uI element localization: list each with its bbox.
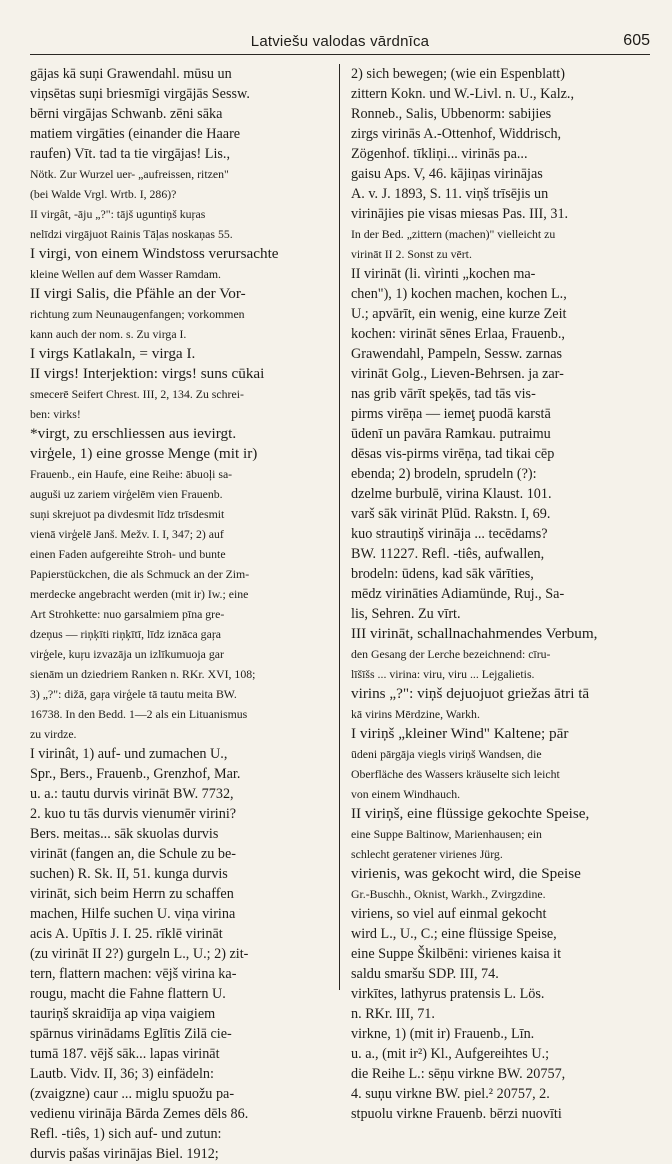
text-line: virinājies pie visas miesas Pas. III, 31. [351,206,569,222]
text-line: 16738. In den Bedd. 1—2 als ein Lituanismus [30,707,248,721]
text-line: Papierstückchen, die als Schmuck an der Zim- [30,567,250,581]
text-line: I virgi, von einem Windstoss verursachte [30,245,279,262]
text-line: (zu virināt II 2?) gurgeln L., U.; 2) zit- [30,946,249,962]
text-line: (zvaigzne) caur ... miglu spuožu pa- [30,1086,235,1102]
text-line: dzeņus — riņķīti riņķītī, līdz iznāca gaŗa [30,627,221,641]
text-line: bērni virgājas Schwanb. zēni sāka [30,106,223,122]
running-title: Latviešu valodas vārdnīca [250,33,430,50]
text-line: Refl. -tiês, 1) sich auf- und zutun: [30,1126,222,1142]
text-line: Art Strohkette: nuo garsalmiem pīna gre- [30,607,225,621]
text-line: Frauenb., ein Haufe, eine Reihe: ābuoļi sa- [30,467,233,481]
text-line: varš sāk virināt Plūd. Rakstn. I, 69. [351,506,551,522]
text-line: dēsas vis-pirms virēņa, tad tikai cēp [351,446,555,462]
text-line: Grawendahl, Pampeln, Sessw. zarnas [351,346,563,362]
text-line: I viriņš „kleiner Wind" Kaltene; pār [351,725,569,742]
text-line: virienis, was gekocht wird, die Speise [351,865,581,882]
text-line: līšīšs ... virina: viru, viru ... Lejgalietis. [351,667,535,681]
page-number: 605 [623,32,650,49]
text-line: viriens, so viel auf einmal gekocht [351,906,547,922]
text-line: von einem Windhauch. [351,787,461,801]
text-line: suņi skrejuot pa divdesmit līdz trīsdesmit [30,507,225,521]
text-line: einen Faden aufgereihte Stroh- und bunte [30,547,226,561]
text-line: auguši uz zariem virģelēm vien Frauenb. [30,487,223,501]
text-line: pirms virēņa — iemeţ puodā karstā [351,406,551,422]
text-line: tern, flattern machen: vējš virina ka- [30,966,237,982]
text-line: II virināt (li. vìrinti „kochen ma- [351,266,536,282]
text-line: eine Suppe Škilbēni: virienes kaisa it [351,946,562,962]
text-line: kuo strautiņš virināja ... tecēdams? [351,526,548,542]
text-line: den Gesang der Lerche bezeichnend: cīru- [351,647,551,661]
text-line: acis A. Upītis J. I. 25. rīklē virināt [30,926,223,942]
text-line: durvis pašas virinājas Biel. 1912; [30,1146,219,1162]
text-line: Lautb. Vidv. II, 36; 3) einfädeln: [30,1066,214,1082]
right-column [340,64,650,1122]
text-line: mēdz virināties Adiamünde, Ruj., Sa- [351,586,565,602]
text-line: nas grib vārīt speķēs, tad tās vis- [351,386,536,402]
text-line: virināt (fangen an, die Schule zu be- [30,846,237,862]
text-line: In der Bed. „zittern (machen)" vielleicht zu [351,227,556,241]
text-line: smecerē Seifert Chrest. III, 2, 134. Zu schrei- [30,387,244,401]
text-line: *virgt, zu erschliessen aus ievirgt. [30,425,237,442]
text-line: sienām un dziedriem Ranken n. RKr. XVI, 108; [30,667,256,681]
text-line: 3) „?": dižā, gaŗa virģele tā tautu meita BW. [30,687,237,701]
text-line: ben: virks! [30,407,81,421]
text-line: Oberfläche des Wassers kräuselte sich leicht [351,767,560,781]
text-line: virins „?": viņš dejuojuot griežas ātri tā [351,685,590,702]
text-line: merdecke angebracht werden (mit ir) Iw.; eine [30,587,249,601]
text-line: u. a.: tautu durvis virināt BW. 7732, [30,786,234,802]
text-columns [30,64,650,1162]
text-line: zirgs virinās A.-Ottenhof, Widdrisch, [351,126,562,142]
text-line: u. a., (mit ir²) Kl., Aufgereihtes U.; [351,1046,550,1062]
left-column [30,64,340,1162]
text-line: vedienu virināja Bārda Zemes dēls 86. [30,1106,249,1122]
text-line: Gr.-Buschh., Oknist, Warkh., Zvirgzdine. [351,887,546,901]
text-line: I virgs Katlakaln, = virga I. [30,345,196,362]
text-line: Spr., Bers., Frauenb., Grenzhof, Mar. [30,766,241,782]
text-line: ebenda; 2) brodeln, sprudeln (?): [351,466,537,482]
text-line: zu virdze. [30,727,77,741]
text-line: eine Suppe Baltinow, Marienhausen; ein [351,827,542,841]
text-line: saldu smaršu SDP. III, 74. [351,966,499,982]
text-line: kochen: virināt sēnes Erlaa, Frauenb., [351,326,565,342]
text-line: (bei Walde Vrgl. Wrtb. I, 286)? [30,187,177,201]
text-line: Nötk. Zur Wurzel uer- „aufreissen, ritzen" [30,167,229,181]
text-line: lis, Sehren. Zu vīrt. [351,606,461,622]
text-line: virģele, 1) eine grosse Menge (mit ir) [30,445,258,462]
text-line: kleine Wellen auf dem Wasser Ramdam. [30,267,221,281]
page-header [30,30,650,55]
text-line: 2) sich bewegen; (wie ein Espenblatt) [351,66,565,82]
text-line: richtung zum Neunaugenfangen; vorkommen [30,307,245,321]
text-line: II virgs! Interjektion: virgs! suns cūkai [30,365,265,382]
text-line: II virgi Salis, die Pfähle an der Vor- [30,285,246,302]
text-line: schlecht geratener virienes Jürg. [351,847,503,861]
text-line: virināt Golg., Lieven-Behrsen. ja zar- [351,366,564,382]
text-line: stpuolu virkne Frauenb. bērzi nuovīti [351,1106,562,1122]
text-line: suchen) R. Sk. II, 51. kunga durvis [30,866,228,882]
text-line: kann auch der nom. s. Zu virga I. [30,327,187,341]
text-line: II virgât, -āju „?": tājš uguntiņš kuŗas [30,207,206,221]
text-line: III virināt, schallnachahmendes Verbum, [351,625,598,642]
text-line: tumā 187. vējš sāk... lapas virināt [30,1046,220,1062]
text-line: virkītes, lathyrus pratensis L. Lös. [351,986,545,1002]
text-line: ūdenī un pavāra Ramkau. putraimu [351,426,551,442]
text-line: viņsētas suņi briesmīgi virgājās Sessw. [30,86,250,102]
text-line: rougu, macht die Fahne flattern U. [30,986,226,1002]
text-line: 4. suņu virkne BW. piel.² 20757, 2. [351,1086,550,1102]
text-line: die Reihe L.: sēņu virkne BW. 20757, [351,1066,566,1082]
text-line: wird L., U., C.; eine flüssige Speise, [351,926,557,942]
text-line: raufen) Vīt. tad ta tie virgājas! Lis., [30,146,231,162]
text-line: dzelme burbulē, virina Klaust. 101. [351,486,552,502]
text-line: vienā virģelē Janš. Mežv. I. I, 347; 2) auf [30,527,224,541]
text-line: spārnus virinādams Eglītis Zilā cie- [30,1026,232,1042]
text-line: U.; apvārīt, ein wenig, eine kurze Zeit [351,306,567,322]
text-line: zittern Kokn. und W.-Livl. n. U., Kalz., [351,86,575,102]
text-line: ūdeni pārgāja viegls viriņš Wandsen, die [351,747,542,761]
text-line: virģele, kuŗu izvazāja un izlīkumuoja gar [30,647,224,661]
text-line: chen"), 1) kochen machen, kochen L., [351,286,567,302]
text-line: II viriņš, eine flüssige gekochte Speise, [351,805,590,822]
text-line: virināt, sich beim Herrn zu schaffen [30,886,234,902]
text-line: virināt II 2. Sonst zu vērt. [351,247,472,261]
text-line: BW. 11227. Refl. -tiês, aufwallen, [351,546,545,562]
text-line: n. RKr. III, 71. [351,1006,435,1022]
text-line: brodeln: ūdens, kad sāk vārīties, [351,566,534,582]
text-line: kā virins Mērdzine, Warkh. [351,707,480,721]
text-line: Ronneb., Salis, Ubbenorm: sabijies [351,106,552,122]
text-line: tauriņš skraidīja ap viņa vaigiem [30,1006,216,1022]
text-line: matiem virgāties (einander die Haare [30,126,241,142]
text-line: nelīdzi virgājuot Rainis Tāļas noskaņas 55. [30,227,233,241]
text-line: A. v. J. 1893, S. 11. viņš trīsējis un [351,186,549,202]
text-line: gaisu Aps. V, 46. kājiņas virinājas [351,166,543,182]
text-line: Zögenhof. tīkliņi... virinās pa... [351,146,528,162]
text-line: 2. kuo tu tās durvis vienumēr virini? [30,806,237,822]
text-line: I virinât, 1) auf- und zumachen U., [30,746,228,762]
text-line: virkne, 1) (mit ir) Frauenb., Līn. [351,1026,535,1042]
text-line: Bers. meitas... sāk skuolas durvis [30,826,219,842]
text-line: machen, Hilfe suchen U. viņa virina [30,906,236,922]
text-line: gājas kā suņi Grawendahl. mūsu un [30,66,232,82]
